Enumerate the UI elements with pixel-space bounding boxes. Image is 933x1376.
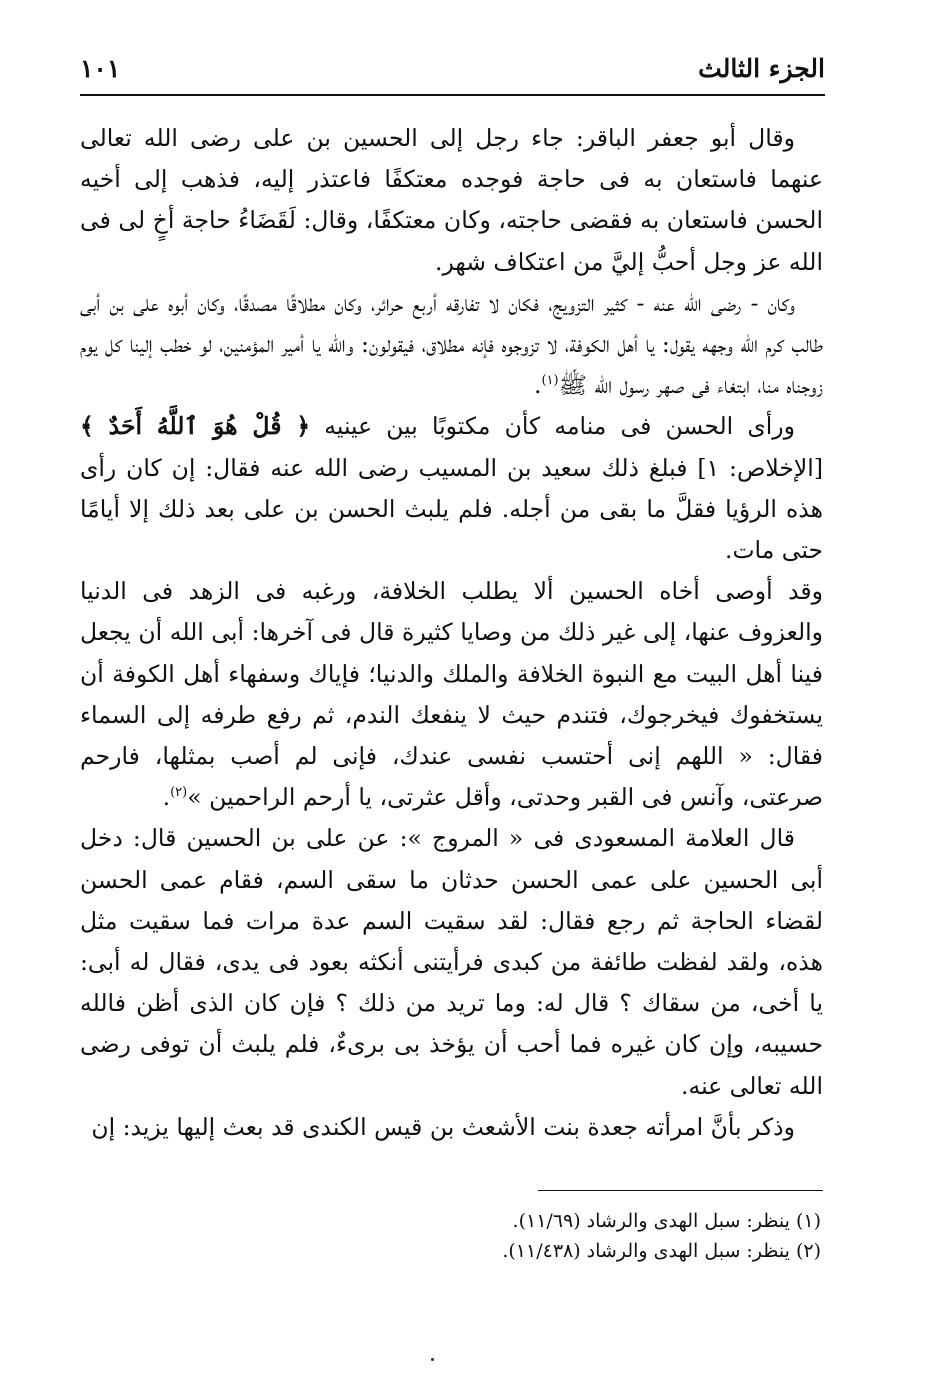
paragraph-4	[80, 571, 823, 818]
footnotes	[80, 1206, 821, 1266]
paragraph-2-end: .	[533, 371, 542, 400]
footnote-1: (١) ينظر: سبل الهدى والرشاد (١١/٦٩).	[512, 1210, 821, 1232]
paragraph-6-text: وذكر بأنَّ امرأته جعدة بنت الأشعث بن قيس الكندى قد بعث إليها يزيد: إن	[91, 1112, 795, 1141]
paragraph-1	[80, 118, 823, 283]
footnote-ref-2: (٢)	[170, 785, 188, 801]
paragraph-3	[80, 406, 823, 571]
paragraph-1-text: وقال أبو جعفر الباقر: جاء رجل إلى الحسين بن على رضى الله تعالى عنهما فاستعان به فى حاجة فوجده معتكفًا فاعتذر إليه، فذهب إلى أخيه الحسن فاستعان به فقضى حاجته، وكان معتكفًا، وقال: لَقَضَاءُ حاجة أخٍ لى فى الله عز وجل أحبُّ إليَّ من اعتكاف شهر.	[80, 124, 823, 276]
footnote-ref-1: (١)	[541, 373, 559, 389]
footnote-2: (٢) ينظر: سبل الهدى والرشاد (١١/٤٣٨).	[502, 1240, 821, 1262]
paragraph-3-before: ورأى الحسن فى منامه كأن مكتوبًا بين عينيه	[324, 412, 795, 441]
header-rule	[80, 94, 825, 96]
running-head: الجزء الثالث	[698, 54, 825, 83]
stray-mark	[431, 1358, 434, 1361]
page-header	[80, 48, 825, 88]
quran-verse: ﴿ قُلْ هُوَ ٱللَّهُ أَحَدٌ ﴾	[80, 412, 311, 441]
paragraph-3-after: [الإخلاص: ١] فبلغ ذلك سعيد بن المسيب رضى الله عنه فقال: إن كان رأى هذه الرؤيا فقلَّ ما بقى من أجله. فلم يلبث الحسن بن على بعد ذلك إلا أيامًا حتى مات.	[80, 453, 824, 565]
page-number: ١٠١	[80, 54, 121, 83]
paragraph-2	[80, 283, 823, 407]
paragraph-5-text: قال العلامة المسعودى فى « المروج »: عن على بن الحسين قال: دخل أبى الحسين على عمى الحسن حدثان ما سقى السم، فقام عمى الحسن لقضاء الحاجة ثم رجع فقال: لقد سقيت السم عدة مرات فما سقيت مثل هذه، ولقد لفظت طائفة من كبدى فرأيتنى أنكثه بعود فى يدى، فقال له أبى: يا أخى، من سقاك ؟ قال له: وما تريد من ذلك ؟ فإن كان الذى أظن فالله حسيبه، وإن كان غيره فما أحب أن يؤخذ بى برىءٌ، فلم يلبث أن توفى رضى الله تعالى عنه.	[80, 824, 823, 1100]
paragraph-5	[80, 818, 823, 1106]
paragraph-2-text: وكان - رضى الله عنه - كثير التزويج، فكان لا تفارقه أربع حرائر، وكان مطلاقًا مصدقًا، وكان أبوه على بن أبى طالب كرم الله وجهه يقول: يا أهل الكوفة، لا تزوجوه فإنه مطلاق، فيقولون: والله يا أمير المؤمنين، لو خطب إلينا كل يوم زوجناه منا، ابتغاء فى صهر رسول الله ﷺ	[80, 288, 823, 400]
body-text	[80, 118, 823, 1148]
paragraph-4-text: وقد أوصى أخاه الحسين ألا يطلب الخلافة، ورغبه فى الزهد فى الدنيا والعزوف عنها، إلى غير ذلك من وصايا كثيرة قال فى آخرها: أبى الله أن يجعل فينا أهل البيت مع النبوة الخلافة والملك والدنيا؛ فإياك وسفهاء أهل الكوفة أن يستخفوك فيخرجوك، فتندم حيث لا ينفعك الندم، ثم رفع طرفه إلى السماء فقال: « اللهم إنى أحتسب نفسى عندك، فإنى لم أصب بمثلها، فارحم صرعتى، وآنس فى القبر وحدتى، وأقل عثرتى، يا أرحم الراحمين »	[80, 577, 823, 812]
paragraph-6	[80, 1107, 823, 1148]
footnote-rule	[538, 1190, 823, 1191]
paragraph-4-end: .	[162, 783, 171, 812]
